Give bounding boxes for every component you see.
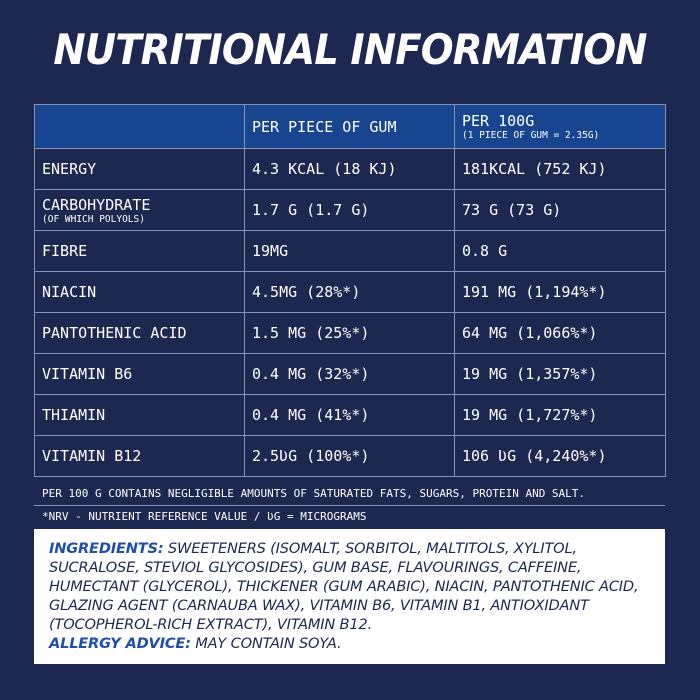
ingredients-label: INGREDIENTS: (49, 540, 164, 557)
per-100g-value: 64 MG (1,066%*) (455, 313, 666, 354)
header-per-100g-label: PER 100G (462, 112, 535, 130)
table-row (35, 395, 666, 436)
per-100g-value: 0.8 G (455, 231, 666, 272)
nutrient-cell (35, 231, 245, 272)
table-row (35, 190, 666, 231)
header-blank-cell (35, 105, 245, 149)
nutrient-cell (35, 313, 245, 354)
per-100g-value: 19 MG (1,727%*) (455, 395, 666, 436)
table-row (35, 149, 666, 190)
header-per-100g-sub: (1 PIECE OF GUM = 2.35G) (462, 130, 600, 141)
nutrient-cell (35, 436, 245, 477)
nutrient-cell (35, 395, 245, 436)
per-100g-value: 191 MG (1,194%*) (455, 272, 666, 313)
nutrient-label: VITAMIN B12 (42, 447, 142, 465)
nrv-note: *NRV - NUTRIENT REFERENCE VALUE / ƲG = MICROGRAMS (42, 510, 367, 523)
per-piece-value: 4.5MG (28%*) (245, 272, 455, 313)
negligible-note: PER 100 G CONTAINS NEGLIGIBLE AMOUNTS OF SATURATED FATS, SUGARS, PROTEIN AND SALT. (34, 482, 665, 506)
nutrient-label: ENERGY (42, 160, 97, 178)
ingredients-box (34, 529, 665, 664)
nutrient-cell (35, 190, 245, 231)
nutrient-label: FIBRE (42, 242, 88, 260)
per-100g-value: 106 ƲG (4,240%*) (455, 436, 666, 477)
per-piece-value: 1.5 MG (25%*) (245, 313, 455, 354)
per-piece-value: 0.4 MG (32%*) (245, 354, 455, 395)
table-row (35, 313, 666, 354)
nutrient-label: THIAMIN (42, 406, 106, 424)
nutrition-table (34, 104, 666, 477)
table-header-row (35, 105, 666, 149)
nutrient-cell (35, 354, 245, 395)
allergy-label: ALLERGY ADVICE: (49, 635, 191, 652)
nutrient-label: NIACIN (42, 283, 97, 301)
per-piece-value: 4.3 KCAL (18 KJ) (245, 149, 455, 190)
table-row (35, 231, 666, 272)
per-piece-value: 1.7 G (1.7 G) (245, 190, 455, 231)
table-row (35, 272, 666, 313)
ingredients-text: SWEETENERS (ISOMALT, SORBITOL, MALTITOLS, XYLITOL, SUCRALOSE, STEVIOL GLYCOSIDES), GUM BASE, FLAVOURINGS, CAFFEINE, HUMECTANT (GLYCEROL), THICKENER (GUM ARABIC), NIACIN, PANTOTHENIC ACID, GLAZING AGENT (CARNAUBA WAX), VITAMIN B6, VITAMIN B1, ANTIOXIDANT (TOCOPHEROL-RICH EXTRACT), VITAMIN B12. (49, 540, 639, 633)
per-100g-value: 181KCAL (752 KJ) (455, 149, 666, 190)
nutrition-rows (35, 149, 666, 477)
nutrient-label: VITAMIN B6 (42, 365, 133, 383)
table-row (35, 354, 666, 395)
nutrient-sublabel: (OF WHICH POLYOLS) (42, 213, 145, 225)
page-title: NUTRITIONAL INFORMATION (53, 25, 647, 74)
nutrient-label: PANTOTHENIC ACID (42, 324, 187, 342)
allergy-text: MAY CONTAIN SOYA. (195, 635, 342, 652)
header-per-100g (455, 105, 666, 149)
per-piece-value: 0.4 MG (41%*) (245, 395, 455, 436)
header-per-piece-label: PER PIECE OF GUM (252, 117, 397, 136)
per-piece-value: 19MG (245, 231, 455, 272)
per-100g-value: 73 G (73 G) (455, 190, 666, 231)
header-per-piece (245, 105, 455, 149)
nutrient-cell (35, 272, 245, 313)
table-row (35, 436, 666, 477)
nutrient-label: CARBOHYDRATE (42, 195, 151, 214)
per-100g-value: 19 MG (1,357%*) (455, 354, 666, 395)
nutrient-cell (35, 149, 245, 190)
per-piece-value: 2.5ƲG (100%*) (245, 436, 455, 477)
